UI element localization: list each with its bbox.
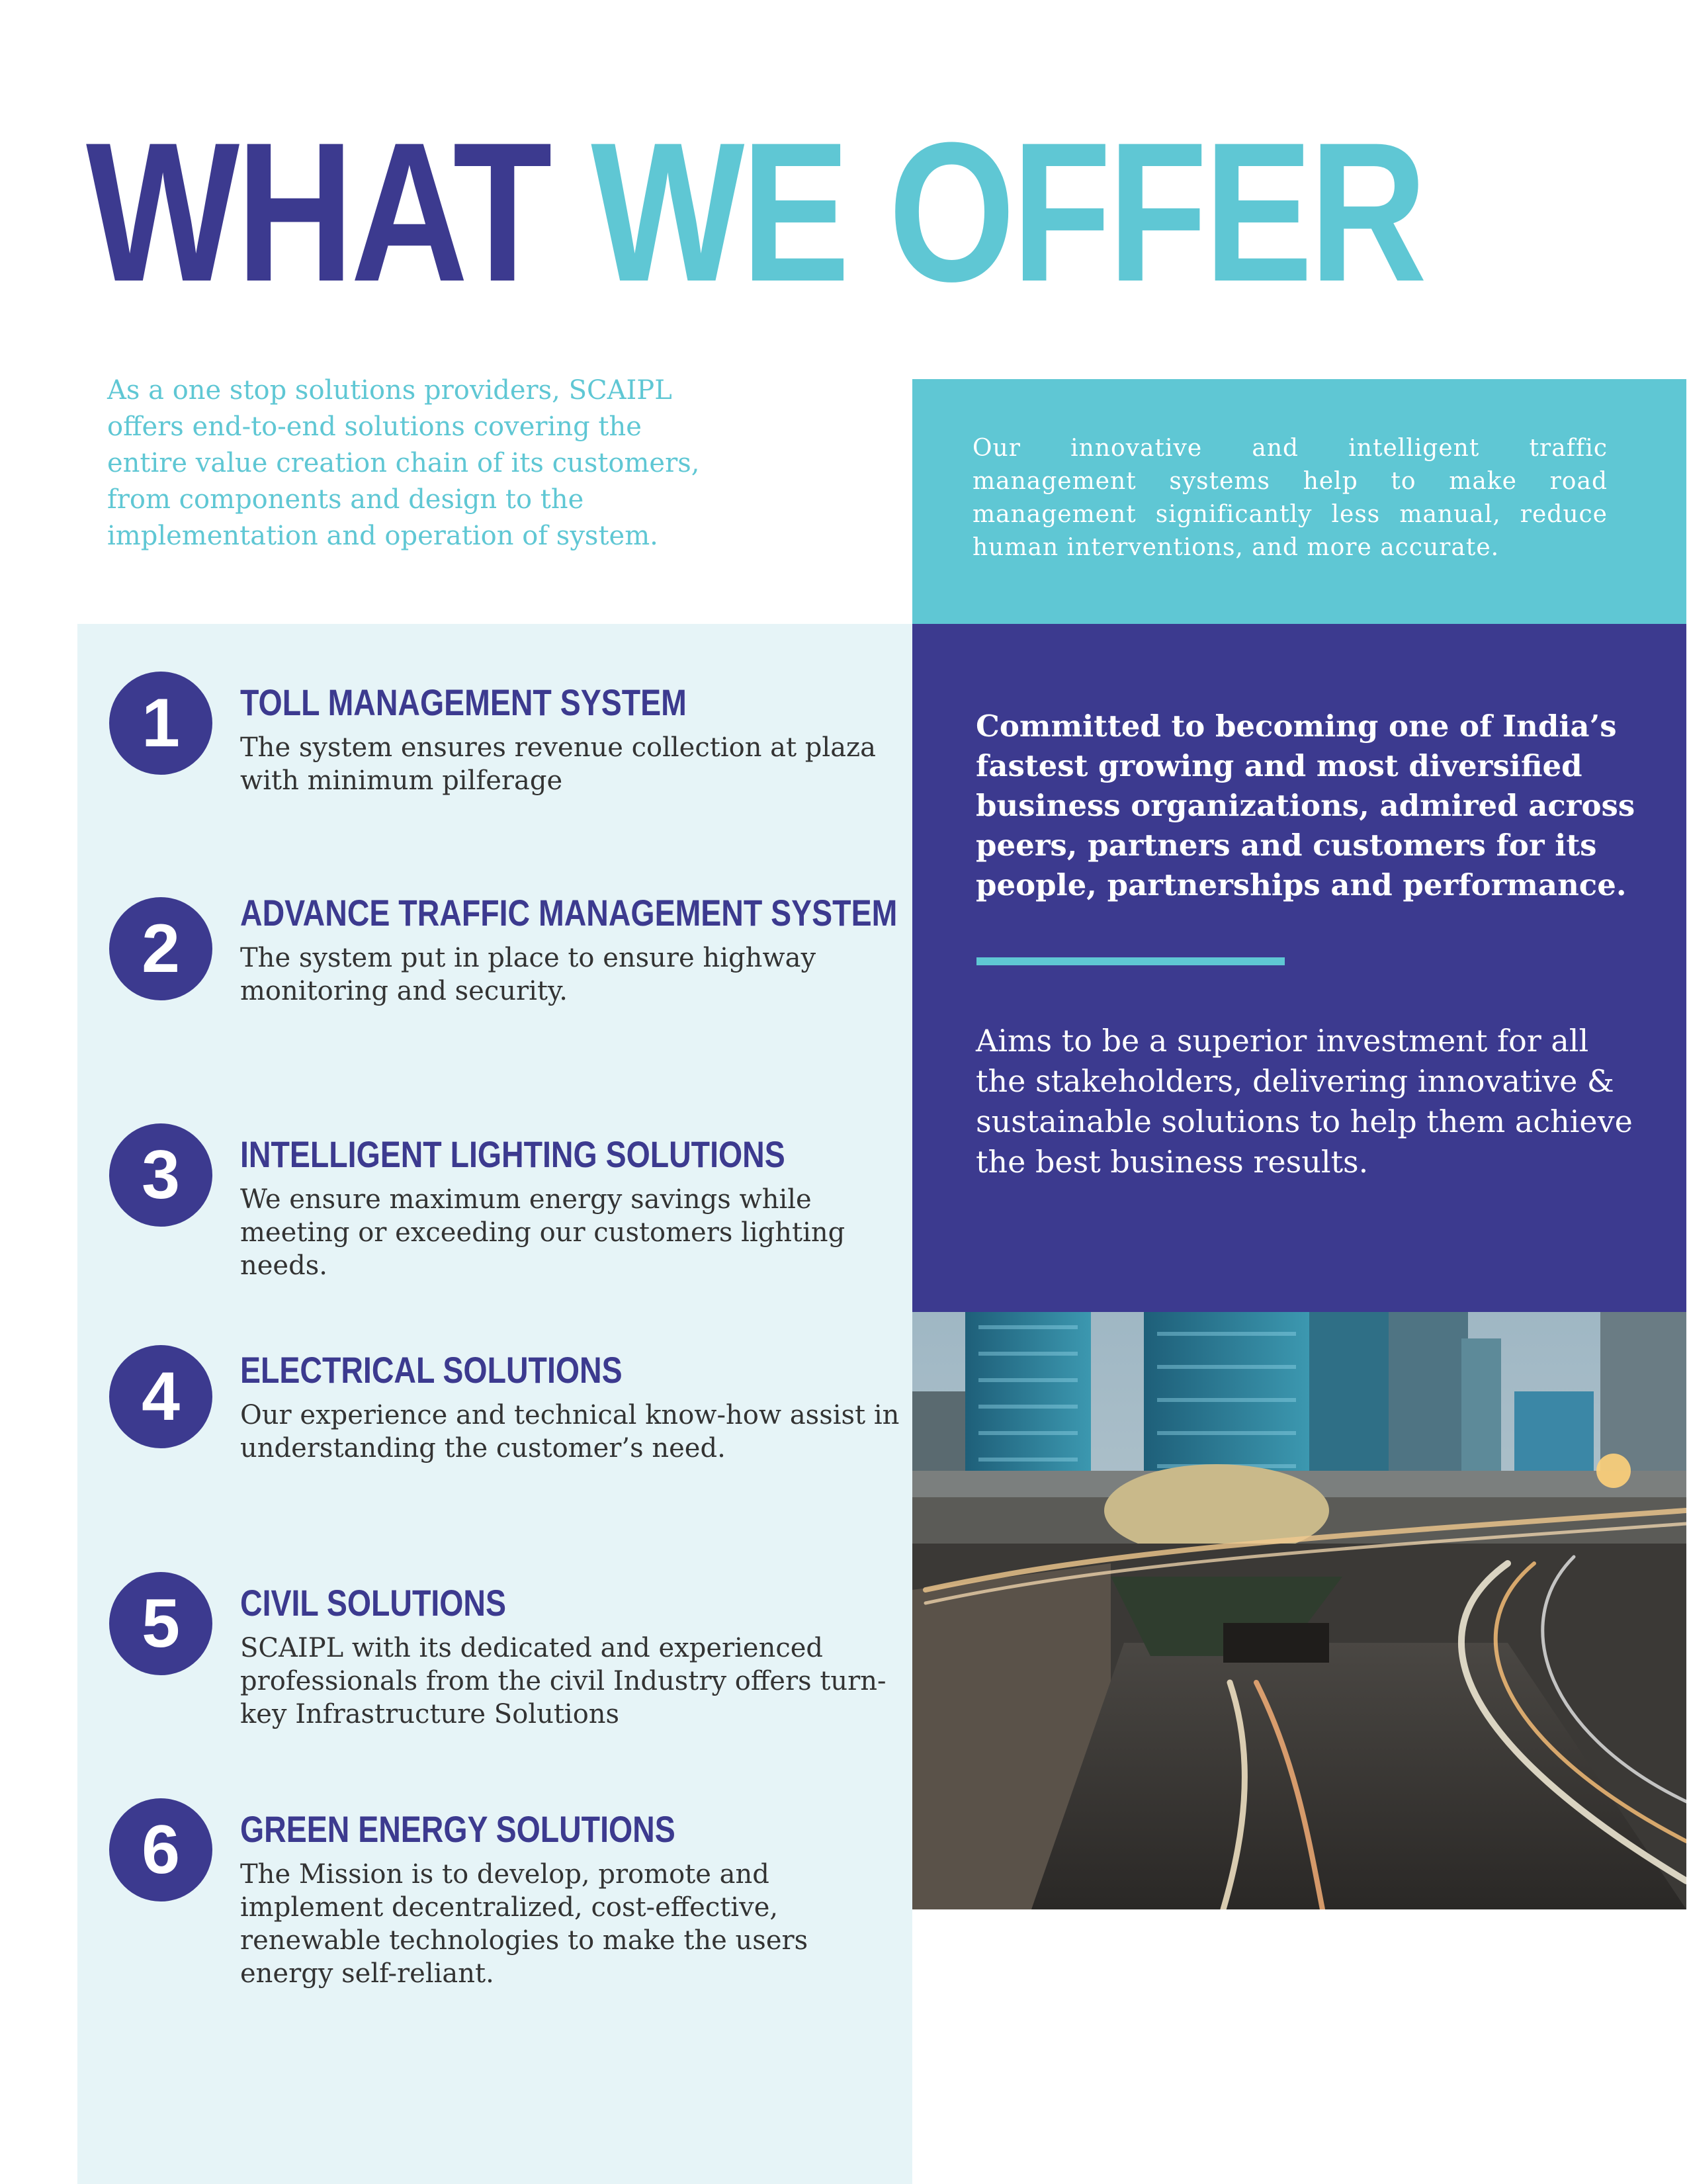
intro-paragraph: As a one stop solutions providers, SCAIPL offers end-to-end solutions covering the entire value creation chain of its customers, from components and design to the implementation and operation of system. xyxy=(107,375,700,551)
number-badge: 3 xyxy=(109,1123,212,1227)
number-badge: 1 xyxy=(109,672,212,775)
teal-info-text: Our innovative and intelligent traffic management systems help to make road management significantly less manual, reduce human interventions, and more accurate. xyxy=(973,435,1608,561)
service-title: TOLL MANAGEMENT SYSTEM xyxy=(240,681,687,723)
service-title: GREEN ENERGY SOLUTIONS xyxy=(240,1808,675,1850)
service-description: We ensure maximum energy savings while meeting or exceeding our customers lighting needs. xyxy=(240,1184,845,1281)
service-description: The Mission is to develop, promote and implement decentralized, cost-effective, renewable technologies to make the users energy self-reliant. xyxy=(240,1859,808,1989)
service-description: SCAIPL with its dedicated and experienced professionals from the civil Industry offers turn-key Infrastructure Solutions xyxy=(240,1633,887,1729)
service-title: ELECTRICAL SOLUTIONS xyxy=(240,1349,623,1391)
service-title: INTELLIGENT LIGHTING SOLUTIONS xyxy=(240,1133,785,1175)
number-badge: 5 xyxy=(109,1572,212,1675)
number-badge: 4 xyxy=(109,1345,212,1448)
service-description: Our experience and technical know-how assist in understanding the customer’s need. xyxy=(240,1400,900,1463)
city-traffic-photo xyxy=(912,1312,1686,1909)
vision-statement: Aims to be a superior investment for all the stakeholders, delivering innovative & sustainable solutions to help them achieve the best business results. xyxy=(976,1023,1633,1180)
page-title xyxy=(86,101,1424,323)
number-badge: 2 xyxy=(109,897,212,1000)
service-title: CIVIL SOLUTIONS xyxy=(240,1582,507,1624)
service-description: The system put in place to ensure highway monitoring and security. xyxy=(240,943,816,1006)
service-description: The system ensures revenue collection at plaza with minimum pilferage xyxy=(240,732,876,796)
service-title: ADVANCE TRAFFIC MANAGEMENT SYSTEM xyxy=(240,892,898,934)
mission-statement: Committed to becoming one of India’s fastest growing and most diversified business organizations, admired across peers, partners and customers for its people, partnerships and performance. xyxy=(976,709,1635,902)
title-word-we-offer: WE OFFER xyxy=(591,101,1424,323)
divider xyxy=(976,957,1285,965)
title-word-what: WHAT xyxy=(86,101,549,323)
number-badge: 6 xyxy=(109,1798,212,1901)
